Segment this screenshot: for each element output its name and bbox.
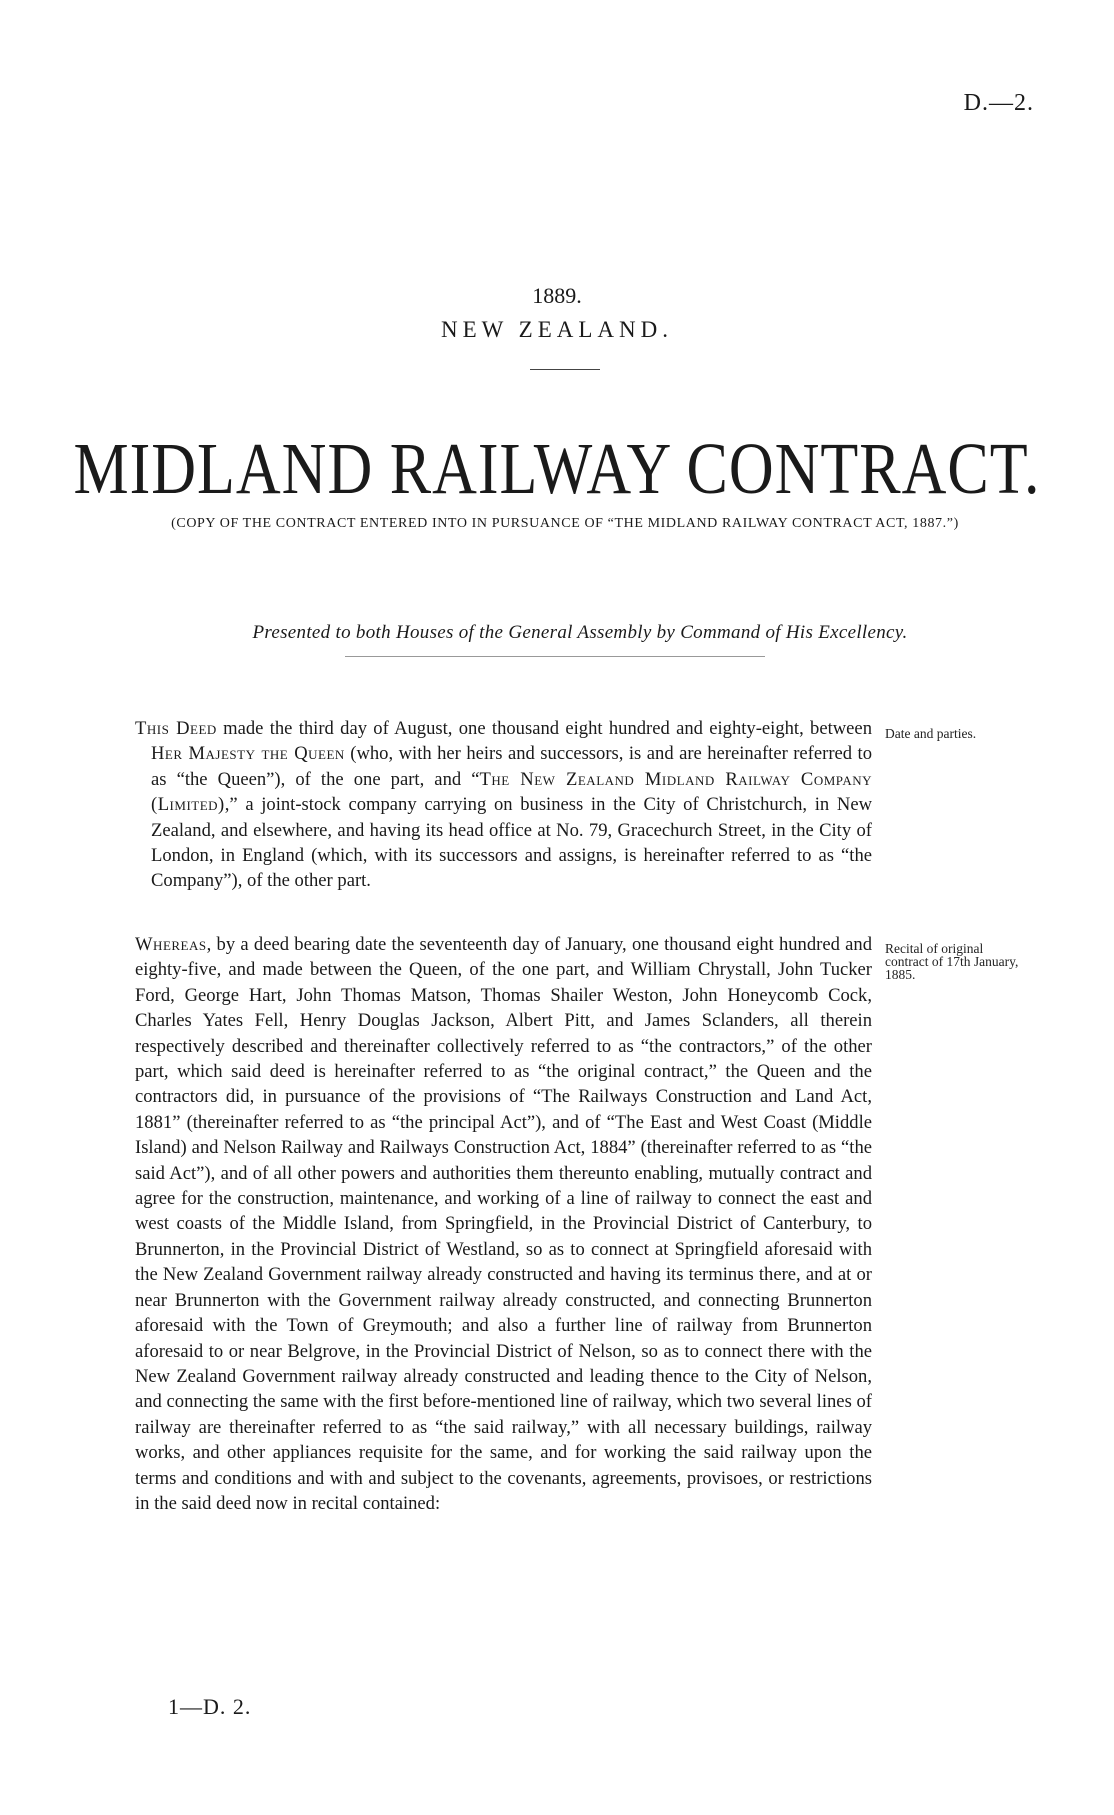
short-divider <box>530 369 600 370</box>
whereas-paragraph <box>135 932 872 1516</box>
long-divider <box>345 656 765 657</box>
margin-note-recital: Recital of original contract of 17th January, 1885. <box>885 941 1019 982</box>
document-title: MIDLAND RAILWAY CONTRACT. <box>73 429 1041 510</box>
presented-line: Presented to both Houses of the General Assembly by Command of His Excellency. <box>252 622 908 643</box>
whereas-text: , by a deed bearing date the seventeenth day of January, one thousand eight hundred and eighty-five, and made between the Queen, of the one part, and William Chrystall, John Tucker Ford, George Hart, John Thomas Matson, Thomas Shailer Weston, John Honeycomb Cock, Charles Yates Fell, Henry Douglas Jackson, Albert Pitt, and James Sclanders, all therein respectively described and thereinafter collectively referred to as “the contractors,” of the other part, which said deed is hereinafter referred to as “the original contract,” the Queen and the contractors did, in pursuance of the provisions of “The Railways Construction and Land Act, 1881” (thereinafter referred to as “the principal Act”), and of “The East and West Coast (Middle Island) and Nelson Railway and Railways Construction Act, 1884” (thereinafter referred to as “the said Act”), and of all other powers and authorities them thereunto enabling, mutually contract and agree for the construction, maintenance, and working of a line of railway to connect the east and west coasts of the Middle Island, from Springfield, in the Provincial District of Canterbury, to Brunnerton, in the Provincial District of Westland, so as to connect at Springfield aforesaid with the New Zealand Government railway already constructed and having its terminus there, and at or near Brunnerton with the Government railway already constructed, and connecting Brunnerton aforesaid with the Town of Greymouth; and also a further line of railway from Brunnerton aforesaid to or near Belgrove, in the Provincial District of Nelson, so as to connect there with the New Zealand Government railway already constructed and leading thence to the City of Nelson, and connecting the same with the first before-mentioned line of railway, which two several lines of railway are thereinafter referred to as “the said railway,” with all necessary buildings, railway works, and other appliances requisite for the same, and for working the said railway upon the terms and conditions and with and subject to the covenants, agreements, provisoes, or restrictions in the said deed now in recital contained: <box>135 934 872 1514</box>
deed-paragraph <box>135 716 872 894</box>
margin-note-date-parties: Date and parties. <box>885 726 977 741</box>
document-subtitle: (COPY OF THE CONTRACT ENTERED INTO IN PURSUANCE OF “THE MIDLAND RAILWAY CONTRACT ACT, 1887.”) <box>171 516 959 531</box>
document-country: NEW ZEALAND. <box>440 317 674 342</box>
deed-company: The New Zealand Midland Railway Company (Limited) <box>151 768 872 816</box>
deed-paragraph-text <box>135 716 872 894</box>
whereas-paragraph-text <box>135 932 872 1516</box>
page-signature: 1—D. 2. <box>168 1694 252 1719</box>
deed-lead: This Deed <box>135 718 217 739</box>
deed-text-2: (who, with her heirs and successors, is and are hereinafter referred to as “the Queen”), of the one part, and “ <box>151 743 872 790</box>
deed-text-1: made the third day of August, one thousand eight hundred and eighty-eight, between <box>216 718 872 739</box>
deed-queen: Her Majesty the Queen <box>151 743 345 765</box>
document-year: 1889. <box>532 283 582 308</box>
whereas-lead: Whereas <box>135 934 207 955</box>
page-reference: D.—2. <box>963 90 1034 116</box>
deed-text-3: ,” a joint-stock company carrying on business in the City of Christchurch, in New Zealand, and elsewhere, and having its head office at No. 79, Gracechurch Street, in the City of London, in England (which, with its successors and assigns, is hereinafter referred to as “the Company”), of the other part. <box>151 794 872 892</box>
